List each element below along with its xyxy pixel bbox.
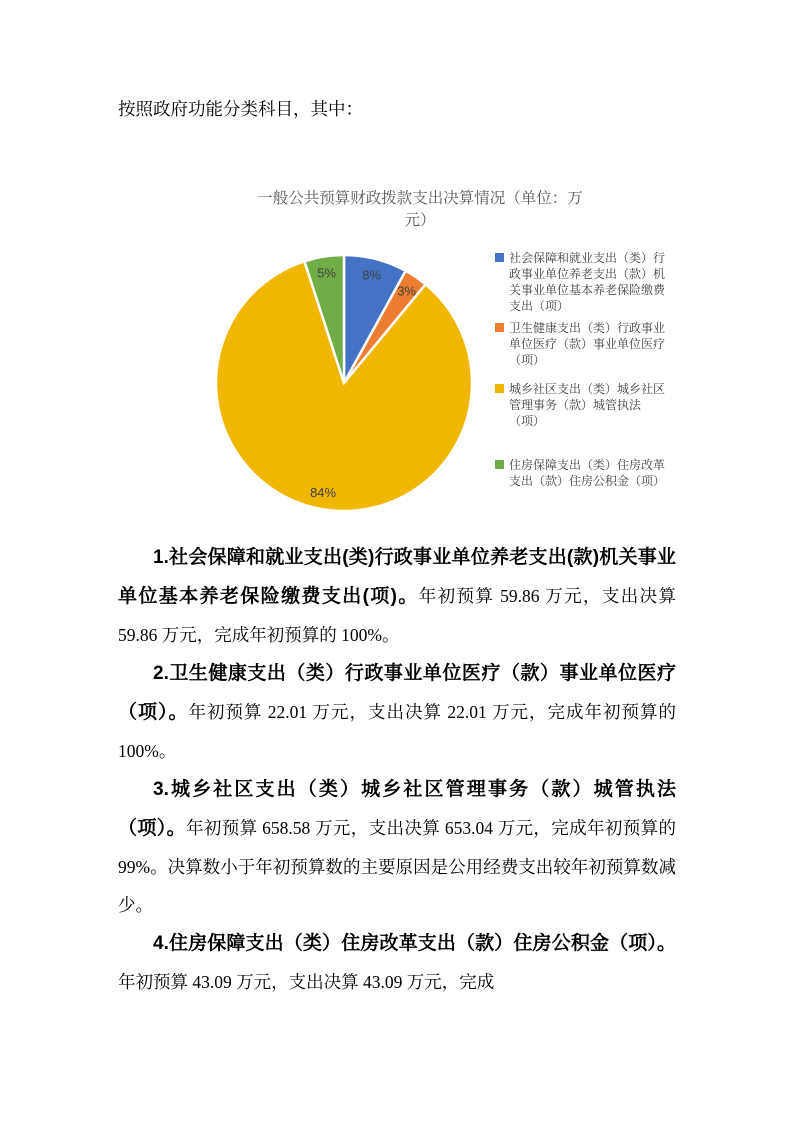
paragraph-lead: 1.社会保障和就业支出(类)行政事业单位养老支出(款)机关事业单位基本养老保险缴费支出(项)。 [118, 547, 676, 607]
percent-label: 3% [397, 283, 416, 299]
legend-item-label: 卫生健康支出（类）行政事业单位医疗（款）事业单位医疗（项） [509, 321, 666, 367]
legend [495, 250, 670, 489]
paragraph-lead: 3.城乡社区支出（类）城乡社区管理事务（款）城管执法（项）。 [118, 779, 676, 839]
pie-chart [204, 243, 484, 523]
legend-item-label: 社会保障和就业支出（类）行政事业单位养老支出（款）机关事业单位基本养老保险缴费支出（项） [509, 251, 666, 313]
legend-item [495, 320, 670, 368]
body-paragraph [118, 538, 676, 654]
legend-color-swatch [495, 384, 504, 393]
paragraph-text: 年初预算 22.01 万元，支出决算 22.01 万元，完成年初预算的 100%。 [118, 702, 676, 761]
legend-color-swatch [495, 253, 504, 262]
paragraph-text: 年初预算 59.86 万元，支出决算 59.86 万元，完成年初预算的 100%。 [118, 586, 676, 645]
body-text [118, 538, 676, 1001]
percent-label: 8% [362, 267, 382, 283]
body-paragraph [118, 654, 676, 770]
legend-item-label: 住房保障支出（类）住房改革支出（款）住房公积金（项） [509, 458, 666, 488]
percent-label: 5% [317, 265, 336, 281]
legend-color-swatch [495, 460, 504, 469]
chart-title: 一般公共预算财政拨款支出决算情况（单位：万元） [257, 190, 583, 229]
paragraph-text: 年初预算 658.58 万元，支出决算 653.04 万元，完成年初预算的 99%。决算数小于年初预算数的主要原因是公用经费支出较年初预算数减少。 [118, 818, 676, 915]
paragraph-lead: 4.住房保障支出（类）住房改革支出（款）住房公积金（项）。 [153, 933, 676, 954]
legend-item-label: 城乡社区支出（类）城乡社区管理事务（款）城管执法（项） [509, 382, 666, 428]
body-paragraph [118, 770, 676, 924]
paragraph-lead: 2.卫生健康支出（类）行政事业单位医疗（款）事业单位医疗（项）。 [118, 663, 676, 723]
percent-label: 84% [310, 484, 337, 500]
legend-item [495, 250, 670, 314]
legend-item [495, 457, 670, 489]
body-paragraph [118, 924, 676, 1001]
pie-plot-area [204, 243, 484, 523]
intro-paragraph: 按照政府功能分类科目，其中： [118, 99, 363, 119]
pie-chart-figure [140, 186, 710, 531]
paragraph-text: 年初预算 43.09 万元，支出决算 43.09 万元，完成 [118, 972, 495, 992]
legend-color-swatch [495, 323, 504, 332]
legend-item [495, 381, 670, 429]
